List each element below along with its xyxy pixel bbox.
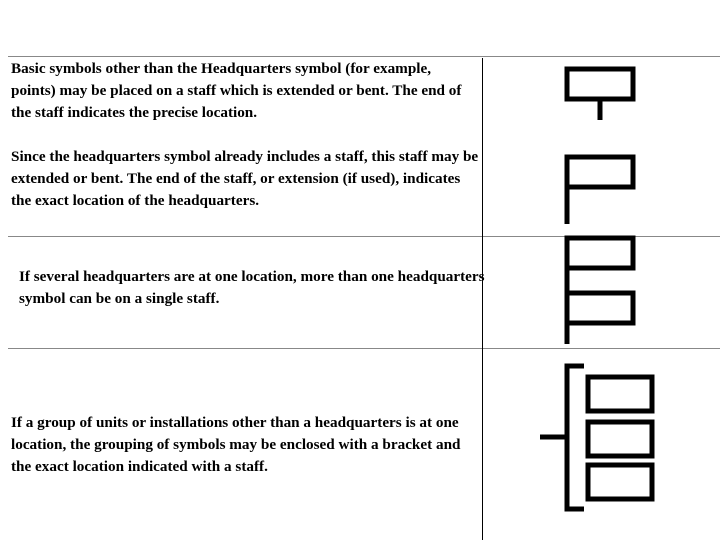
bracketed-group-with-staff — [540, 366, 652, 509]
row-4-text: If a group of units or installations other than a headquarters is at one location, the grouping of symbols may be enclosed with a bracket and the exact location indicated with a staff. — [11, 414, 461, 475]
row-1-text: Basic symbols other than the Headquarters symbol (for example, points) may be placed on a staff which is extended or bent. The end of the staff indicates the precise location. — [11, 60, 462, 121]
headquarters-symbol-extended-staff — [567, 157, 633, 224]
multiple-headquarters-on-staff — [567, 238, 633, 344]
row-2-text: Since the headquarters symbol already includes a staff, this staff may be extended or bent. The end of the staff, or extension (if used), indicates the exact location of the headquarters. — [11, 148, 479, 209]
basic-symbol-with-staff — [567, 69, 633, 120]
row-3-text: If several headquarters are at one location, more than one headquarters symbol can be on a single staff. — [19, 268, 485, 307]
